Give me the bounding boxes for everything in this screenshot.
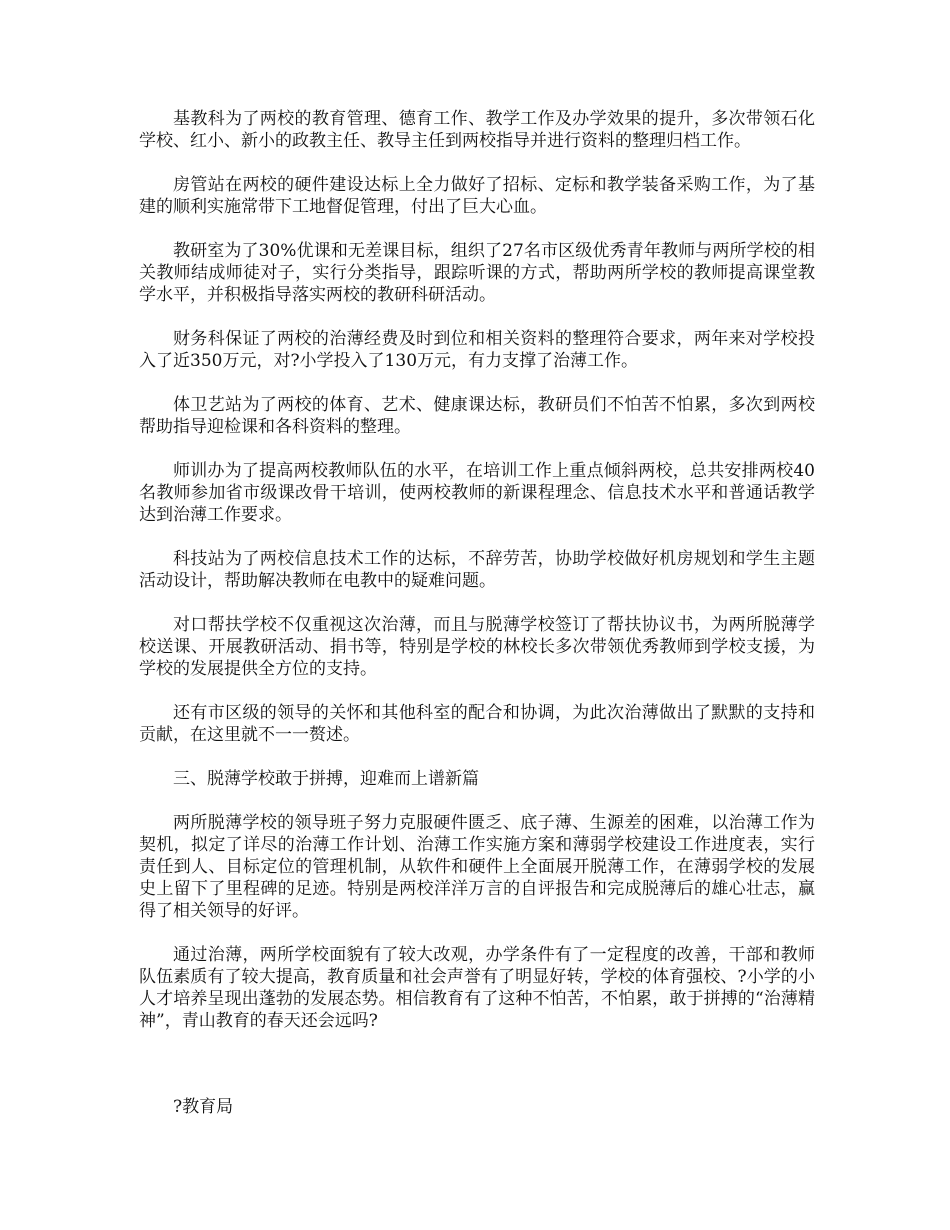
paragraph-caiwuke: 财务科保证了两校的治薄经费及时到位和相关资料的整理符合要求，两年来对学校投入了近350万元，对?小学投入了130万元，有力支撑了治薄工作。 bbox=[139, 329, 815, 371]
paragraph-conclusion: 通过治薄，两所学校面貌有了较大改观，办学条件有了一定程度的改善，干部和教师队伍素质有了较大提高，教育质量和社会声誉有了明显好转，学校的体育强校、?小学的小人才培养呈现出蓬勃的发展态势。相信教育有了这种不怕苦，不怕累，敢于拼搏的“治薄精神”，青山教育的春天还会远吗? bbox=[139, 945, 815, 1031]
paragraph-jiaoyanshi: 教研室为了30%优课和无差课目标，组织了27名市区级优秀青年教师与两所学校的相关教师结成师徒对子，实行分类指导，跟踪听课的方式，帮助两所学校的教师提高课堂教学水平，并积极指导落实两校的教研科研活动。 bbox=[139, 241, 815, 305]
paragraph-jijiaoke: 基教科为了两校的教育管理、德育工作、教学工作及办学效果的提升，多次带领石化学校、红小、新小的政教主任、教导主任到两校指导并进行资料的整理归档工作。 bbox=[139, 109, 815, 151]
paragraph-fangguanzhan: 房管站在两校的硬件建设达标上全力做好了招标、定标和教学装备采购工作，为了基建的顺利实施常带下工地督促管理，付出了巨大心血。 bbox=[139, 175, 815, 217]
paragraph-duikou-bangfu: 对口帮扶学校不仅重视这次治薄，而且与脱薄学校签订了帮扶协议书，为两所脱薄学校送课、开展教研活动、捐书等，特别是学校的林校长多次带领优秀教师到学校支援，为学校的发展提供全方位的支持。 bbox=[139, 615, 815, 679]
paragraph-tuobo-xuexiao: 两所脱薄学校的领导班子努力克服硬件匮乏、底子薄、生源差的困难，以治薄工作为契机，拟定了详尽的治薄工作计划、治薄工作实施方案和薄弱学校建设工作进度表，实行责任到人、目标定位的管理机制，从软件和硬件上全面展开脱薄工作，在薄弱学校的发展史上留下了里程碑的足迹。特别是两校洋洋万言的自评报告和完成脱薄后的雄心壮志，赢得了相关领导的好评。 bbox=[139, 813, 815, 921]
signature: ?教育局 bbox=[173, 1097, 234, 1117]
paragraph-shiqu-lingdao: 还有市区级的领导的关怀和其他科室的配合和协调，为此次治薄做出了默默的支持和贡献，在这里就不一一赘述。 bbox=[139, 703, 815, 745]
paragraph-shixunban: 师训办为了提高两校教师队伍的水平，在培训工作上重点倾斜两校，总共安排两校40名教师参加省市级课改骨干培训，使两校教师的新课程理念、信息技术水平和普通话教学达到治薄工作要求。 bbox=[139, 461, 815, 525]
paragraph-kejizhan: 科技站为了两校信息技术工作的达标，不辞劳苦，协助学校做好机房规划和学生主题活动设计，帮助解决教师在电教中的疑难问题。 bbox=[139, 549, 815, 591]
document-body bbox=[139, 108, 815, 1054]
paragraph-tiweiyi: 体卫艺站为了两校的体育、艺术、健康课达标，教研员们不怕苦不怕累，多次到两校帮助指导迎检课和各科资料的整理。 bbox=[139, 395, 815, 437]
section-heading: 三、脱薄学校敢于拼搏，迎难而上谱新篇 bbox=[173, 769, 479, 789]
